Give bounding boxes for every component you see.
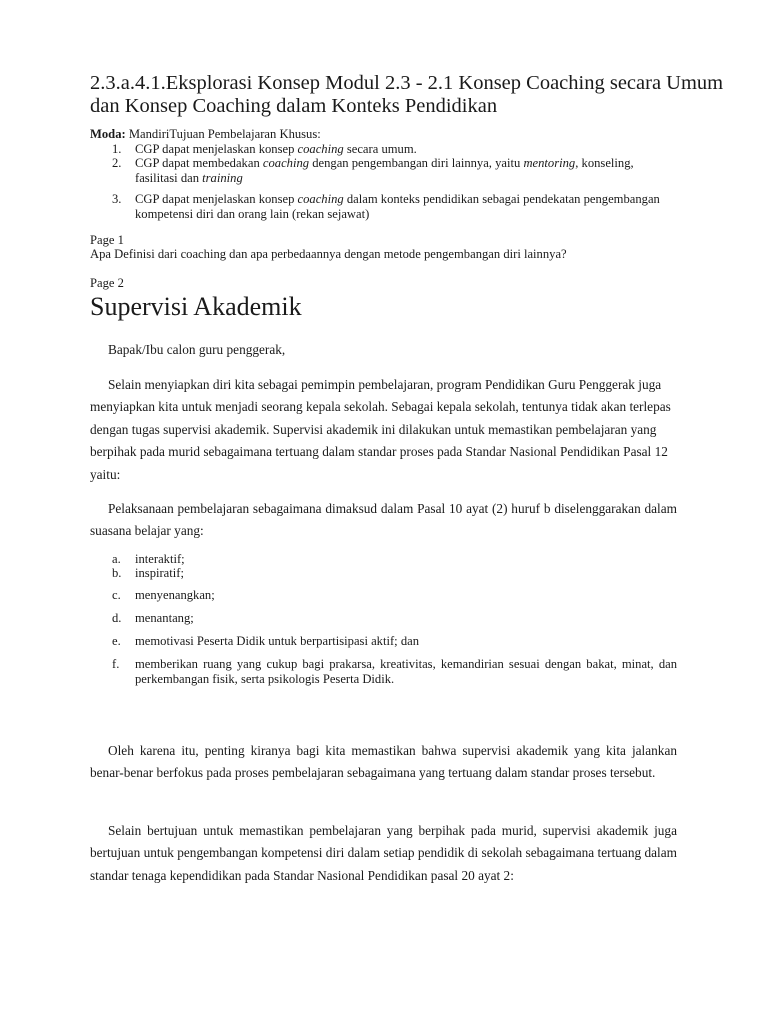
list-letter: f. [112, 657, 120, 671]
list-letter: c. [112, 588, 121, 602]
paragraph-2: Pelaksanaan pembelajaran sebagaimana dimaksud dalam Pasal 10 ayat (2) huruf b diselenggarakan dalam suasana belajar yang: [90, 501, 677, 539]
list-text: interaktif; [135, 552, 185, 566]
page-2-label: Page 2 [90, 276, 124, 290]
objective-text: CGP dapat menjelaskan konsep coaching dalam konteks pendidikan sebagai pendekatan pengembangan kompetensi diri dan orang lain (rekan sejawat) [135, 192, 660, 221]
paragraph-4: Selain bertujuan untuk memastikan pembelajaran yang berpihak pada murid, supervisi akademik juga bertujuan untuk pengembangan kompetensi diri dalam setiap pendidik di sekolah sebagaimana tertuang dalam standar tenaga kependidikan pada Standar Nasional Pendidikan pasal 20 ayat 2: [90, 823, 677, 883]
page-1-label: Page 1 [90, 233, 124, 247]
greeting: Bapak/Ibu calon guru penggerak, [108, 342, 286, 357]
paragraph-3: Oleh karena itu, penting kiranya bagi kita memastikan bahwa supervisi akademik yang kita jalankan benar-benar berfokus pada proses pembelajaran sebagaimana yang tertuang dalam standar proses tersebut. [90, 743, 677, 781]
module-title: 2.3.a.4.1.Eksplorasi Konsep Modul 2.3 - 2.1 Konsep Coaching secara Umum dan Konsep Coaching dalam Konteks Pendidikan [90, 72, 724, 117]
list-text: memberikan ruang yang cukup bagi prakarsa, kreativitas, kemandirian sesuai dengan bakat, minat, dan perkembangan fisik, serta psikologis Peserta Didik. [135, 657, 677, 686]
list-letter: b. [112, 566, 122, 580]
section-heading: Supervisi Akademik [90, 292, 302, 321]
objective-text: CGP dapat menjelaskan konsep coaching secara umum. [135, 142, 417, 156]
page-1-question: Apa Definisi dari coaching dan apa perbedaannya dengan metode pengembangan diri lainnya? [90, 247, 567, 261]
objective-text: CGP dapat membedakan coaching dengan pengembangan diri lainnya, yaitu mentoring, konseling, fasilitasi dan training [135, 156, 634, 185]
list-text: inspiratif; [135, 566, 184, 580]
list-text: menyenangkan; [135, 588, 215, 602]
list-letter: e. [112, 634, 121, 648]
objective-number: 1. [112, 142, 122, 156]
list-text: menantang; [135, 611, 194, 625]
moda-text: MandiriTujuan Pembelajaran Khusus: [125, 127, 321, 141]
objective-number: 2. [112, 156, 122, 170]
moda-line [90, 127, 321, 142]
moda-label: Moda: [90, 127, 126, 141]
objective-number: 3. [112, 192, 122, 206]
list-letter: d. [112, 611, 122, 625]
paragraph-1: Selain menyiapkan diri kita sebagai pemimpin pembelajaran, program Pendidikan Guru Penggerak juga menyiapkan kita untuk menjadi seorang kepala sekolah. Sebagai kepala sekolah, tentunya tidak akan terlepas dengan tugas supervisi akademik. Supervisi akademik ini dilakukan untuk memastikan pembelajaran yang berpihak pada murid sebagaimana tertuang dalam standar proses pada Standar Nasional Pendidikan Pasal 12 yaitu: [90, 377, 671, 482]
list-letter: a. [112, 552, 121, 566]
list-text: memotivasi Peserta Didik untuk berpartisipasi aktif; dan [135, 634, 419, 648]
